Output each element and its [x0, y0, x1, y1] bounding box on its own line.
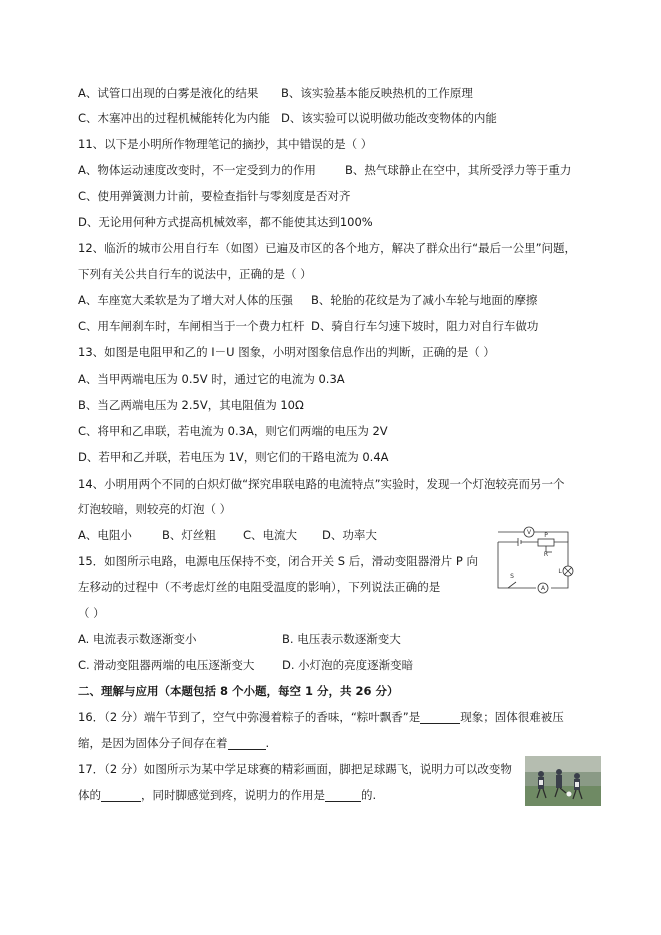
q15-stem-cont: 左移动的过程中（不考虑灯丝的电阻受温度的影响），下列说法正确的是 — [78, 580, 441, 594]
q17-line-2 — [78, 788, 376, 802]
q14-stem: 14、小明用两个不同的白炽灯做“探究串联电路的电流特点”实验时，发现一个灯泡较亮而另一个 — [78, 477, 565, 491]
q13-option-b: B、当乙两端电压为 2.5V，其电阻值为 10Ω — [78, 398, 304, 412]
q16-text-d: . — [265, 736, 270, 750]
q14-option-a: A、电阻小 — [78, 528, 132, 542]
q16-text-a: 16．（2 分）端午节到了，空气中弥漫着粽子的香味，“粽叶飘香”是 — [78, 710, 421, 724]
q16-text-c: 缩，是因为固体分子间存在着 — [78, 736, 228, 750]
circuit-diagram — [488, 526, 578, 598]
q15-option-b: B. 电压表示数逐渐变大 — [282, 632, 401, 646]
q11-option-b: B、热气球静止在空中，其所受浮力等于重力 — [345, 163, 572, 177]
q14-option-d: D、功率大 — [322, 528, 377, 542]
ammeter-label: A — [540, 585, 546, 592]
q16-line-2 — [78, 736, 269, 750]
q10-option-a: A、试管口出现的白雾是液化的结果 — [78, 86, 259, 100]
q17-text-b: 体的 — [78, 788, 101, 802]
resistor-r-label: R — [543, 551, 549, 558]
q16-text-b: 现象；固体很难被压 — [460, 710, 564, 724]
q13-stem: 13、如图是电阻甲和乙的 I－U 图象，小明对图象信息作出的判断，正确的是（ ） — [78, 345, 495, 359]
q11-stem: 11、以下是小明所作物理笔记的摘抄，其中错误的是（ ） — [78, 137, 373, 151]
q12-option-d: D、骑自行车匀速下坡时，阻力对自行车做功 — [311, 319, 539, 333]
q16-blank-2[interactable] — [228, 737, 266, 750]
q14-option-c: C、电流大 — [243, 528, 298, 542]
q17-text-d: 的. — [361, 788, 377, 802]
q17-blank-2[interactable] — [325, 789, 361, 802]
q17-blank-1[interactable] — [101, 789, 141, 802]
q13-option-a: A、当甲两端电压为 0.5V 时，通过它的电流为 0.3A — [78, 372, 345, 386]
q12-option-c: C、用车闸刹车时，车闸相当于一个费力杠杆 — [78, 319, 305, 333]
switch-s-label: S — [510, 573, 514, 580]
lamp-l-label: L — [558, 568, 562, 575]
q12-stem: 12、临沂的城市公用自行车（如图）已遍及市区的各个地方，解决了群众出行“最后一公里”问题， — [78, 241, 577, 255]
voltmeter-label: V — [526, 529, 532, 536]
q15-stem: 15．如图所示电路，电源电压保持不变，闭合开关 S 后，滑动变阻器滑片 P 向 — [78, 554, 478, 568]
q10-option-b: B、该实验基本能反映热机的工作原理 — [281, 86, 473, 100]
q12-option-b: B、轮胎的花纹是为了减小车轮与地面的摩擦 — [311, 293, 538, 307]
q17-line-1: 17．（2 分）如图所示为某中学足球赛的精彩画面，脚把足球踢飞，说明力可以改变物 — [78, 762, 512, 776]
q15-option-c: C. 滑动变阻器两端的电压逐渐变大 — [78, 658, 255, 672]
q12-stem-cont: 下列有关公共自行车的说法中，正确的是（ ） — [78, 267, 312, 281]
q15-answer-paren: （ ） — [78, 606, 105, 620]
q13-option-d: D、若甲和乙并联，若电压为 1V，则它们的干路电流为 0.4A — [78, 450, 389, 464]
section-2-heading: 二、理解与应用（本题包括 8 个小题，每空 1 分，共 26 分） — [78, 684, 399, 698]
q14-stem-cont: 灯泡较暗，则较亮的灯泡（ ） — [78, 502, 232, 516]
q11-option-a: A、物体运动速度改变时，不一定受到力的作用 — [78, 163, 316, 177]
q17-text-c: ，同时脚感觉到疼，说明力的作用是 — [141, 788, 325, 802]
q16-line-1 — [78, 710, 564, 724]
slider-p-label: P — [544, 532, 548, 539]
q12-option-a: A、车座宽大柔软是为了增大对人体的压强 — [78, 293, 293, 307]
q10-option-d: D、该实验可以说明做功能改变物体的内能 — [281, 111, 497, 125]
q11-option-d: D、无论用何种方式提高机械效率，都不能使其达到100% — [78, 215, 373, 229]
q16-blank-1[interactable] — [420, 711, 460, 724]
q13-option-c: C、将甲和乙串联，若电流为 0.3A，则它们两端的电压为 2V — [78, 424, 388, 438]
football-match-photo — [525, 756, 601, 806]
q15-option-a: A. 电流表示数逐渐变小 — [78, 632, 197, 646]
q10-option-c: C、木塞冲出的过程机械能转化为内能 — [78, 111, 271, 125]
q11-option-c: C、使用弹簧测力计前，要检查指针与零刻度是否对齐 — [78, 189, 351, 203]
q15-option-d: D. 小灯泡的亮度逐渐变暗 — [282, 658, 414, 672]
q14-option-b: B、灯丝粗 — [162, 528, 216, 542]
